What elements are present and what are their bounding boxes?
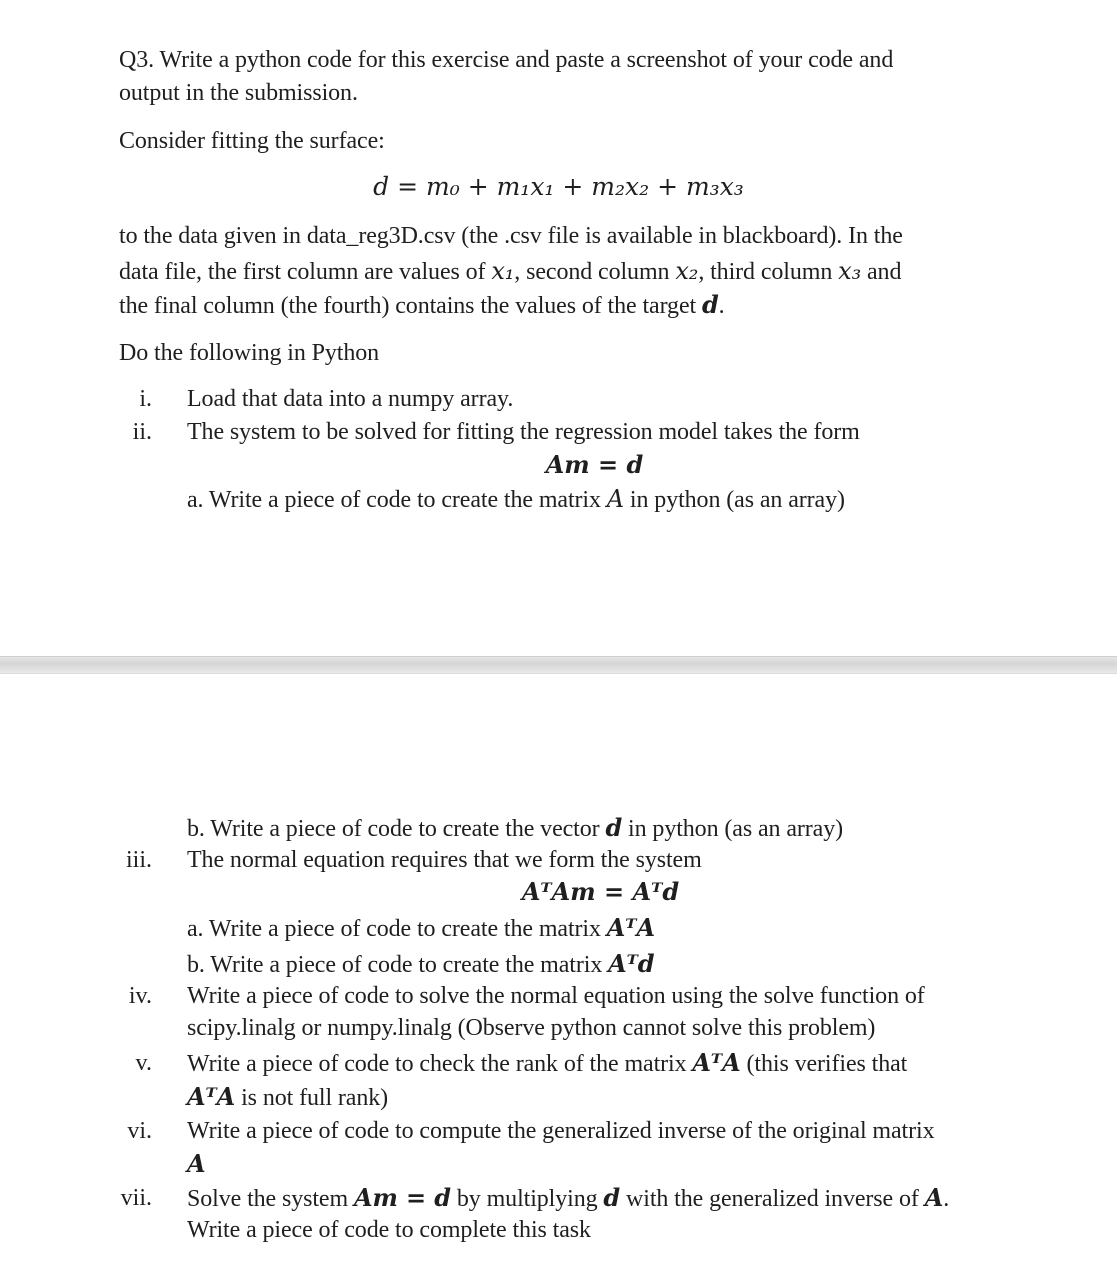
item-ii-text: The system to be solved for fitting the regression model takes the form — [187, 419, 860, 445]
item-iii-text: The normal equation requires that we form the system — [187, 847, 702, 873]
item-iv-line-1: Write a piece of code to solve the normal equation using the solve function of — [187, 983, 925, 1009]
item-iv-line-2: scipy.linalg or numpy.linalg (Observe python cannot solve this problem) — [187, 1015, 876, 1041]
description-line-3 — [119, 290, 725, 321]
desc-period: . — [718, 293, 725, 319]
item-vii-number: vii. — [120, 1185, 152, 1211]
item-ii-a-tail: in python (as an array) — [629, 487, 845, 513]
item-v-line-1 — [187, 1048, 907, 1079]
item-ii-equation: Am = d — [545, 450, 644, 479]
var-AtA: AᵀA — [692, 1048, 741, 1077]
item-iii-number: iii. — [125, 847, 152, 873]
item-v-line-2 — [187, 1082, 388, 1113]
surface-equation: d = m₀ + m₁x₁ + m₂x₂ + m₃x₃ — [373, 172, 744, 201]
item-iii-b-text: b. Write a piece of code to create the matrix — [187, 952, 603, 978]
item-iii-a-text: a. Write a piece of code to create the matrix — [187, 916, 601, 942]
var-d: d — [605, 813, 623, 842]
var-x1: x₁ — [491, 257, 515, 285]
item-ii-b — [187, 813, 843, 844]
var-d: d — [603, 1183, 621, 1212]
item-ii-a — [187, 484, 845, 515]
description-line-2 — [119, 256, 901, 287]
item-ii-b-text: b. Write a piece of code to create the vector — [187, 816, 600, 842]
var-Atd: Aᵀd — [608, 949, 655, 978]
item-iii-equation: AᵀAm = Aᵀd — [521, 877, 680, 906]
var-x3: x₃ — [838, 257, 862, 285]
item-vii-line-1 — [187, 1183, 949, 1214]
var-x2: x₂ — [675, 257, 699, 285]
item-iv-number: iv. — [128, 983, 152, 1009]
desc-text: the final column (the fourth) contains the values of the target — [119, 293, 702, 319]
item-i-text: Load that data into a numpy array. — [187, 386, 514, 412]
item-vii-text: with the generalized inverse of — [626, 1186, 919, 1212]
item-v-number: v. — [135, 1050, 152, 1076]
question-title-line-2: output in the submission. — [119, 80, 358, 106]
item-vi-line-1: Write a piece of code to compute the generalized inverse of the original matrix — [187, 1118, 935, 1144]
item-iii-a — [187, 913, 655, 944]
do-following-heading: Do the following in Python — [119, 340, 380, 366]
item-v-tail: (this verifies that — [746, 1051, 908, 1077]
item-iii-b — [187, 949, 655, 980]
var-AtA: AᵀA — [606, 913, 655, 942]
item-ii-number: ii. — [132, 419, 152, 445]
item-vii-text: Solve the system — [187, 1186, 349, 1212]
var-AtA: AᵀA — [187, 1082, 236, 1111]
item-v-text: Write a piece of code to check the rank of the matrix — [187, 1051, 687, 1077]
item-vii-equation: Am = d — [353, 1183, 451, 1212]
item-vi-number: vi. — [127, 1118, 152, 1144]
consider-text: Consider fitting the surface: — [119, 128, 385, 154]
item-v-line-2-tail: is not full rank) — [241, 1085, 389, 1111]
page-break-divider — [0, 656, 1117, 674]
item-ii-b-tail: in python (as an array) — [628, 816, 844, 842]
desc-text: , third column — [698, 259, 839, 285]
item-vii-text: by multiplying — [456, 1186, 598, 1212]
description-line-1: to the data given in data_reg3D.csv (the .csv file is available in blackboard). In the — [119, 223, 903, 249]
item-ii-a-text: a. Write a piece of code to create the matrix — [187, 487, 601, 513]
desc-text: , second column — [514, 259, 676, 285]
var-A: A — [606, 485, 625, 513]
item-i-number: i. — [139, 386, 152, 412]
desc-text: and — [861, 259, 902, 285]
item-vii-period: . — [943, 1186, 950, 1212]
var-d: d — [701, 290, 719, 319]
var-A: A — [924, 1183, 944, 1212]
item-vi-line-2: A — [187, 1149, 206, 1178]
item-vii-line-2: Write a piece of code to complete this task — [187, 1217, 591, 1243]
question-title-line-1: Q3. Write a python code for this exercise and paste a screenshot of your code and — [119, 47, 894, 73]
desc-text: data file, the first column are values of — [119, 259, 492, 285]
